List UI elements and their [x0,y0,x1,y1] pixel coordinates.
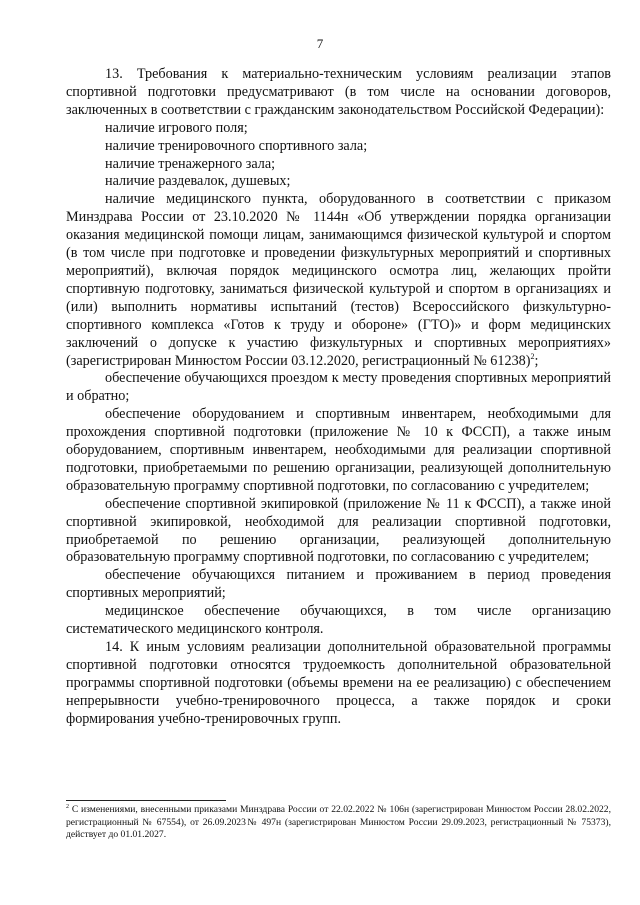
list-item-medical-point [66,191,611,370]
medical-point-text: наличие медицинского пункта, оборудованного в соответствии с приказом Минздрава России от 23.10.2020 № 1144н «Об утверждении порядка организации оказания медицинской помощи лицам, занимающимся физической культурой и спортом (в том числе при подготовке и проведении физкультурных мероприятий и спортивных мероприятий), включая порядок медицинского осмотра лиц, желающих пройти спортивную подготовку, заниматься физической культурой и спортом в организациях и (или) выполнить нормативы испытаний (тестов) Всероссийского физкультурно-спортивного комплекса «Готов к труду и обороне» (ГТО)» и форм медицинских заключений о допуске к участию физкультурных и спортивных мероприятиях» (зарегистрирован Минюстом России 03.12.2020, регистрационный № 61238) [66,191,611,369]
list-item-changing-rooms: наличие раздевалок, душевых; [105,173,291,190]
list-item-playing-field: наличие игрового поля; [105,119,248,136]
footnote [66,804,611,842]
list-item-sports-gear: обеспечение спортивной экипировкой (приложение № 11 к ФССП), а также иной спортивной экипировкой, необходимой для реализации спортивной подготовки, приобретаемой по решению организации, реализующей дополнительную образовательную программу спортивной подготовки, по согласованию с учредителем; [66,495,611,566]
list-item-medical-support: медицинское обеспечение обучающихся, в том числе организацию систематического медицинского контроля. [66,603,611,638]
list-item-training-hall: наличие тренировочного спортивного зала; [105,137,368,154]
list-item-equipment: обеспечение оборудованием и спортивным инвентарем, необходимыми для прохождения спортивной подготовки (приложение № 10 к ФССП), а также иным оборудованием, спортивным инвентарем, необходимыми для реализации спортивной подготовки, приобретаемыми по решению организации, реализующей дополнительную образовательную программу спортивной подготовки, по согласованию с учредителем; [66,406,611,494]
document-body [66,66,611,729]
paragraph-13: 13. Требования к материально-техническим условиям реализации этапов спортивной подготовки предусматривают (в том числе на основании договоров, заключенных в соответствии с гражданским законодательством Российской Федерации): [66,66,611,118]
footnote-marker: 2 [66,804,69,810]
page-number: 7 [316,36,324,51]
footnote-reference: 2 [530,351,535,361]
footnote-divider [66,800,226,801]
paragraph-14: 14. К иным условиям реализации дополнительной образовательной программы спортивной подготовки относятся трудоемкость дополнительной образовательной программы спортивной подготовки (объемы времени на ее реализацию) с обеспечением непрерывности учебно-тренировочного процесса, а также порядок и сроки формирования учебно-тренировочных групп. [66,639,611,727]
footnote-text: С изменениями, внесенными приказами Минздрава России от 22.02.2022 № 106н (зарегистрирован Минюстом России 28.02.2022, регистрационный № 67554), от 26.09.2023№ 497н (зарегистрирован Минюстом России 29.09.2023, регистрационный № 75373), действует до 01.01.2027. [66,804,611,841]
list-item-travel: обеспечение обучающихся проездом к месту проведения спортивных мероприятий и обратно; [66,370,611,405]
list-item-meals-lodging: обеспечение обучающихся питанием и проживанием в период проведения спортивных мероприятий; [66,567,611,602]
list-item-gym: наличие тренажерного зала; [105,155,276,172]
medical-point-end: ; [534,352,539,369]
